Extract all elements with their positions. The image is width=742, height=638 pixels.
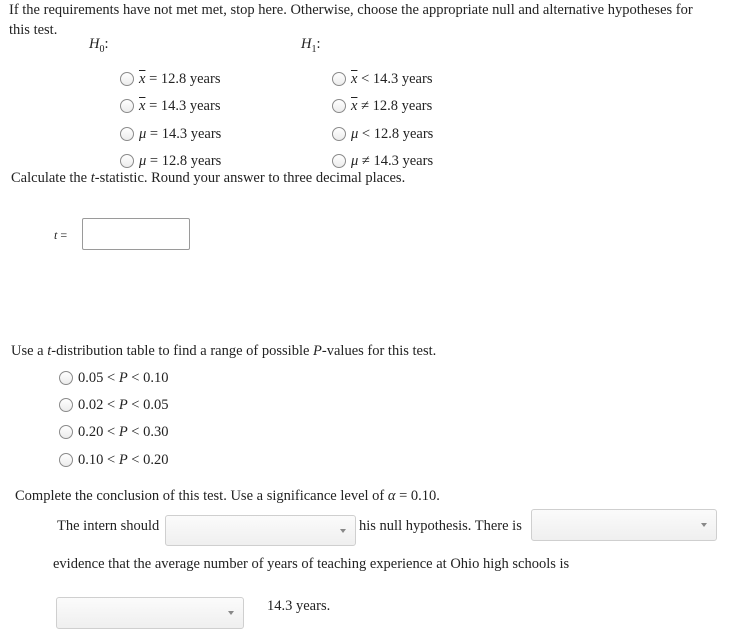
conclusion-instruction: Complete the conclusion of this test. Use a significance level of α = 0.10. bbox=[15, 488, 440, 504]
pvalue-option-label-1: 0.05 < P < 0.10 bbox=[78, 370, 169, 386]
tstat-instruction: Calculate the t-statistic. Round your answer to three decimal places. bbox=[11, 170, 406, 186]
intro-line-2: this test. bbox=[9, 22, 58, 38]
intro-line-1: If the requirements have not met met, stop here. Otherwise, choose the appropriate null and alternative hypotheses for bbox=[9, 2, 693, 18]
h1-header: $H_1$: bbox=[301, 36, 321, 55]
pvalue-option-radio-1[interactable] bbox=[59, 371, 73, 385]
alt-option-radio-1[interactable] bbox=[332, 72, 346, 86]
pvalue-option-radio-3[interactable] bbox=[59, 425, 73, 439]
null-option-label-3: μ = 14.3 years bbox=[139, 126, 222, 142]
intern-should-text: The intern should bbox=[57, 518, 160, 534]
alt-option-label-2: $\overline{x} \ne 12.8$ years bbox=[351, 98, 433, 114]
alt-option-label-1: $\overline{x} < 14.3$ years bbox=[351, 71, 433, 87]
tstat-label: t = bbox=[54, 228, 68, 242]
chevron-down-icon bbox=[340, 529, 346, 533]
decision-select[interactable] bbox=[165, 515, 356, 546]
pvalue-option-label-4: 0.10 < P < 0.20 bbox=[78, 452, 169, 468]
h0-header: $H_0$: bbox=[89, 36, 109, 55]
alt-option-radio-2[interactable] bbox=[332, 99, 346, 113]
null-option-label-2: $\overline{x} = 14.3$ years bbox=[139, 98, 221, 114]
evidence-select[interactable] bbox=[531, 509, 717, 541]
null-option-label-4: μ = 12.8 years bbox=[139, 153, 222, 169]
null-option-radio-3[interactable] bbox=[120, 127, 134, 141]
pvalue-option-label-3: 0.20 < P < 0.30 bbox=[78, 424, 169, 440]
null-option-radio-2[interactable] bbox=[120, 99, 134, 113]
alt-option-label-3: μ < 12.8 years bbox=[351, 126, 434, 142]
alt-option-radio-4[interactable] bbox=[332, 154, 346, 168]
null-option-radio-1[interactable] bbox=[120, 72, 134, 86]
pvalue-instruction: Use a t-distribution table to find a range of possible P-values for this test. bbox=[11, 343, 437, 359]
null-hypothesis-text: his null hypothesis. There is bbox=[359, 518, 522, 534]
alt-option-radio-3[interactable] bbox=[332, 127, 346, 141]
years-text: 14.3 years. bbox=[267, 598, 331, 614]
chevron-down-icon bbox=[228, 611, 234, 615]
evidence-sentence: evidence that the average number of years of teaching experience at Ohio high schools is bbox=[53, 556, 570, 572]
chevron-down-icon bbox=[701, 523, 707, 527]
t-statistic-input[interactable] bbox=[82, 218, 190, 250]
null-option-radio-4[interactable] bbox=[120, 154, 134, 168]
comparison-select[interactable] bbox=[56, 597, 244, 629]
null-option-label-1: $\overline{x} = 12.8$ years bbox=[139, 71, 221, 87]
alt-option-label-4: μ ≠ 14.3 years bbox=[351, 153, 434, 169]
pvalue-option-radio-4[interactable] bbox=[59, 453, 73, 467]
pvalue-option-radio-2[interactable] bbox=[59, 398, 73, 412]
pvalue-option-label-2: 0.02 < P < 0.05 bbox=[78, 397, 169, 413]
